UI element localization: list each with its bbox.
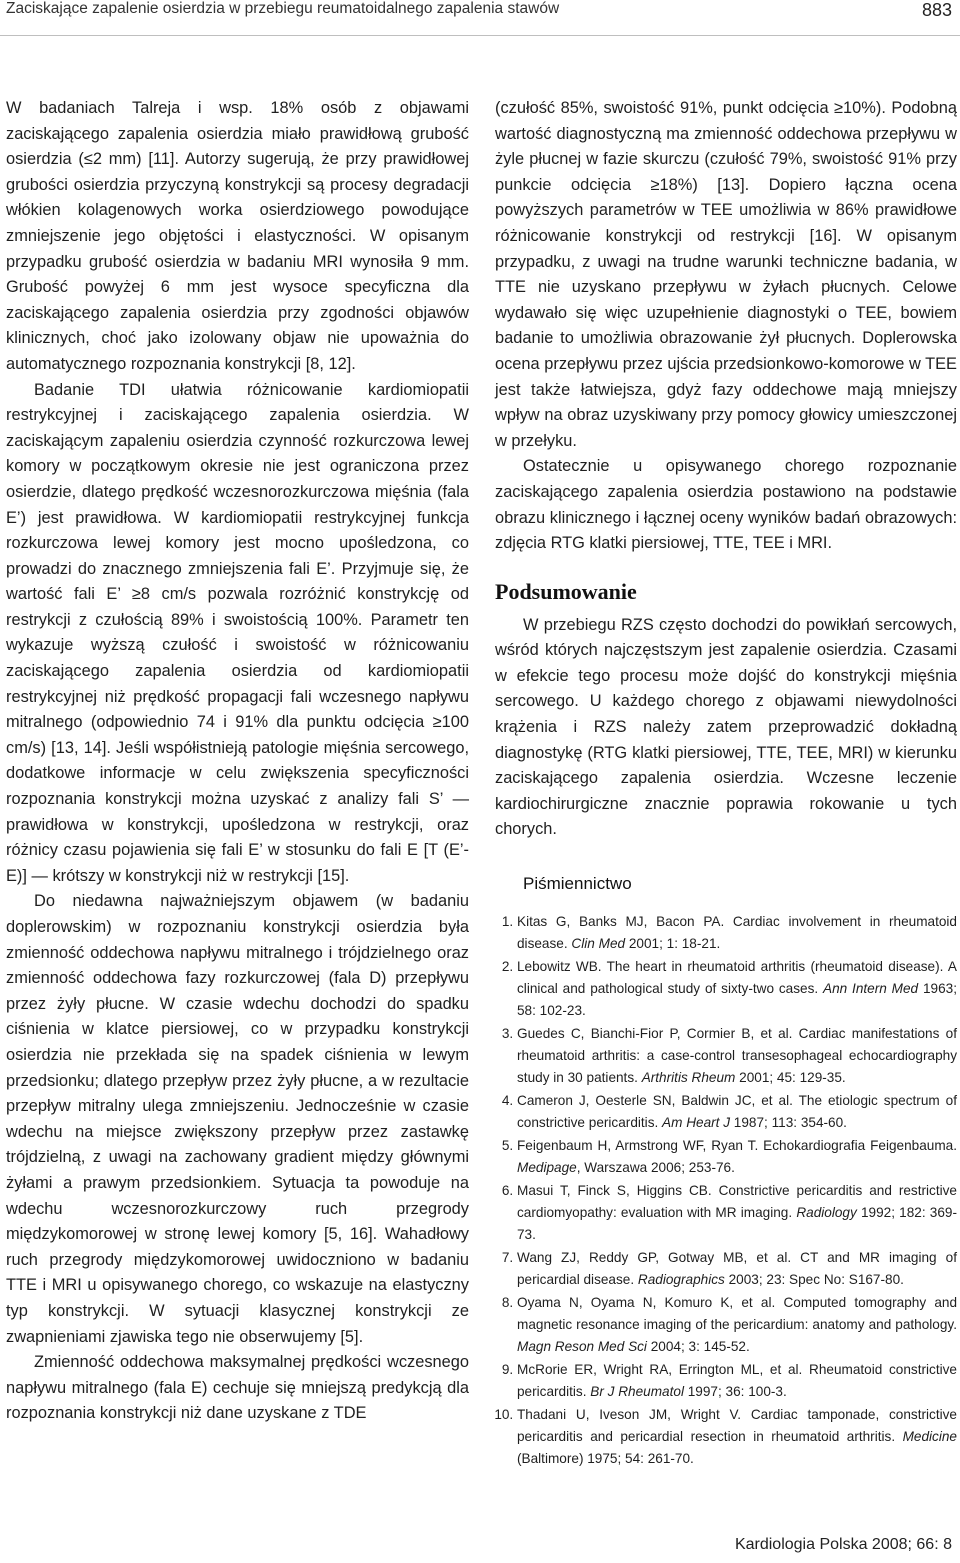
paragraph: W badaniach Talreja i wsp. 18% osób z objawami zaciskającego zapalenia osierdzia miało prawidłową grubość osierdzia (≤2 mm) [11]. Autorzy sugerują, że przy prawidłowej grubości osierdzia przyczyną konstrykcji są procesy degradacji włókien kolagenowych worka osierdziowego powodujące zmniejszenie jego objętości i elastyczności. W opisanym przypadku grubość osierdzia w badaniu MRI wynosiła 9 mm. Grubość powyżej 6 mm jest wysoce specyficzna dla zaciskającego zapalenia osierdzia przy zgodności objawów klinicznych, choć jako izolowany objaw nie upoważnia do automatycznego rozpoznania konstrykcji [8, 12]. xyxy=(6,99,469,373)
running-header xyxy=(6,0,952,36)
paragraph: (czułość 85%, swoistość 91%, punkt odcięcia ≥10%). Podobną wartość diagnostyczną ma zmienność oddechowa przepływu w żyle płucnej w fazie skurczu (czułość 79%, swoistość 91% przy punkcie odcięcia ≥18%) [13]. Dopiero łączna ocena powyższych parametrów w TEE umożliwia w 86% prawidłowe różnicowanie konstrykcji od restrykcji [16]. W opisanym przypadku, z uwagi na trudne warunki techniczne badania, w TTE nie uzyskano przepływu w żyłach płucnych. Celowe wydawało się więc uzupełnienie diagnostyki o TEE, bowiem badanie to umożliwia obrazowanie żył płucnych. Doplerowska ocena przepływu przez ujścia przedsionkowo-komorowe w TEE jest także łatwiejsza, gdyż fazy oddechowe mają mniejszy wpływ na obraz uzyskiwany przy pomocy głowicy umieszczonej w przełyku. xyxy=(495,99,957,450)
page-number: 883 xyxy=(921,0,952,20)
section-heading-summary: Podsumowanie xyxy=(495,578,637,604)
reference-item: 3. Guedes C, Bianchi-Fior P, Cormier B, et al. Cardiac manifestations of rheumatoid arthritis: a case-control transesophageal echocardiography study in 30 patients. Arthritis Rheum 2001; 45: 129-35. xyxy=(517,1023,957,1089)
reference-item: 1. Kitas G, Banks MJ, Bacon PA. Cardiac involvement in rheumatoid disease. Clin Med 2001; 1: 18-21. xyxy=(517,911,957,955)
reference-item: 4. Cameron J, Oesterle SN, Baldwin JC, et al. The etiologic spectrum of constrictive pericarditis. Am Heart J 1987; 113: 354-60. xyxy=(517,1090,957,1134)
left-column xyxy=(6,96,469,1427)
reference-item: 7. Wang ZJ, Reddy GP, Gotway MB, et al. CT and MR imaging of pericardial disease. Radiographics 2003; 23: Spec No: S167-80. xyxy=(517,1247,957,1291)
references-heading: Piśmiennictwo xyxy=(523,874,632,894)
running-title: Zaciskające zapalenie osierdzia w przebiegu reumatoidalnego zapalenia stawów xyxy=(6,0,560,17)
reference-item: 10. Thadani U, Iveson JM, Wright V. Cardiac tamponade, constrictive pericarditis and pericardial resection in rheumatoid arthritis. Medicine (Baltimore) 1975; 54: 261-70. xyxy=(517,1404,957,1470)
paragraph: W przebiegu RZS często dochodzi do powikłań sercowych, wśród których najczęstszym jest zapalenie osierdzia. Czasami w efekcie tego procesu może dojść do konstrykcji mięśnia sercowego. U każdego chorego z objawami niewydolności krążenia i RZS należy zatem przeprowadzić dokładną diagnostykę (RTG klatki piersiowej, TTE, TEE, MRI) w kierunku zaciskającego zapalenia osierdzia. Wczesne leczenie kardiochirurgiczne znacznie poprawia rokowanie u tych chorych. xyxy=(495,615,957,839)
reference-item: 8. Oyama N, Oyama N, Komuro K, et al. Computed tomography and magnetic resonance imaging of the pericardium: anatomy and pathology. Magn Reson Med Sci 2004; 3: 145-52. xyxy=(517,1292,957,1358)
reference-item: 6. Masui T, Finck S, Higgins CB. Constrictive pericarditis and restrictive cardiomyopathy: evaluation with MR imaging. Radiology 1992; 182: 369-73. xyxy=(517,1180,957,1246)
right-column xyxy=(495,96,957,1471)
header-rule xyxy=(0,35,960,36)
paragraph: Do niedawna najważniejszym objawem (w badaniu doplerowskim) w rozpoznaniu konstrykcji osierdzia była zmienność oddechowa napływu mitralnego i trójdzielnego oraz zmienność oddechowa fazy rozkurczowej (fala D) przepływu przez żyły płucne. W czasie wdechu dochodzi do spadku ciśnienia w klatce piersiowej, co w przypadku konstrykcji osierdzia nie przekłada się na spadek ciśnienia w lewym przedsionku; dlatego przepływ przez żyły płucne, a w rezultacie przepływ mitralny ulega zmniejszeniu. Jednocześnie w czasie wdechu na miejsce zwiększony przepływ przez zastawkę trójdzielną, z uwagi na zachowany gradient między głównymi żyłami a prawym przedsionkiem. Sytuacja ta powoduje na wdechu wczesnorozkurczowy ruch przegrody międzykomorowej w stronę lewej komory [5, 16]. Wahadłowy ruch przegrody międzykomorowej uwidoczniono w badaniu TTE i MRI u opisywanego chorego, co wskazuje na elastyczny typ konstrykcji. W sytuacji klasycznej konstrykcji ze zwapnieniami zjawiska tego nie obserwujemy [5]. xyxy=(6,892,469,1346)
reference-list xyxy=(495,911,957,1470)
reference-item: 5. Feigenbaum H, Armstrong WF, Ryan T. Echokardiografia Feigenbauma. Medipage, Warszawa 2006; 253-76. xyxy=(517,1135,957,1179)
paragraph: Zmienność oddechowa maksymalnej prędkości wczesnego napływu mitralnego (fala E) cechuje się mniejszą predykcją dla rozpoznania konstrykcji niż dane uzyskane z TDE xyxy=(6,1353,469,1423)
journal-footer: Kardiologia Polska 2008; 66: 8 xyxy=(734,1536,952,1553)
paragraph: Badanie TDI ułatwia różnicowanie kardiomiopatii restrykcyjnej i zaciskającego zapalenia osierdzia. W zaciskającym zapaleniu osierdzia czynność rozkurczowa lewej komory w początkowym okresie nie jest ograniczona przez osierdzie, dlatego prędkość wczesnorozkurczowa mięśnia (fala E’) jest prawidłowa. W kardiomiopatii restrykcyjnej funkcja rozkurczowa lewej komory jest mocno upośledzona, co prowadzi do znacznego zmniejszenia fali E’. Przyjmuje się, że wartość fali E’ ≥8 cm/s pozwala rozróżnić konstrykcję od restrykcji z czułością 89% i swoistością 100%. Parametr ten wykazuje wyższą czułość i swoistość w różnicowaniu zaciskającego zapalenia osierdzia od kardiomiopatii restrykcyjnej niż prędkość propagacji fali wczesnego napływu mitralnego (odpowiednio 74 i 91% dla punktu odcięcia ≥100 cm/s) [13, 14]. Jeśli współistnieją patologie mięśnia sercowego, dodatkowe informacje w celu zwiększenia specyficzności rozpoznania konstrykcji można uzyskać z analizy fali S’ — prawidłowa w konstrykcji, upośledzona w restrykcji, oraz różnicy czasu pojawienia się fali E’ w stosunku do fali E [T (E’-E)] — krótszy w konstrykcji niż w restrykcji [15]. xyxy=(6,380,469,885)
paragraph: Ostatecznie u opisywanego chorego rozpoznanie zaciskającego zapalenia osierdzia postawiono na podstawie obrazu klinicznego i łącznej oceny wyników badań obrazowych: zdjęcia RTG klatki piersiowej, TTE, TEE i MRI. xyxy=(495,457,957,553)
reference-item: 9. McRorie ER, Wright RA, Errington ML, et al. Rheumatoid constrictive pericarditis. Br J Rheumatol 1997; 36: 100-3. xyxy=(517,1359,957,1403)
reference-item: 2. Lebowitz WB. The heart in rheumatoid arthritis (rheumatoid disease). A clinical and pathological study of sixty-two cases. Ann Intern Med 1963; 58: 102-23. xyxy=(517,956,957,1022)
